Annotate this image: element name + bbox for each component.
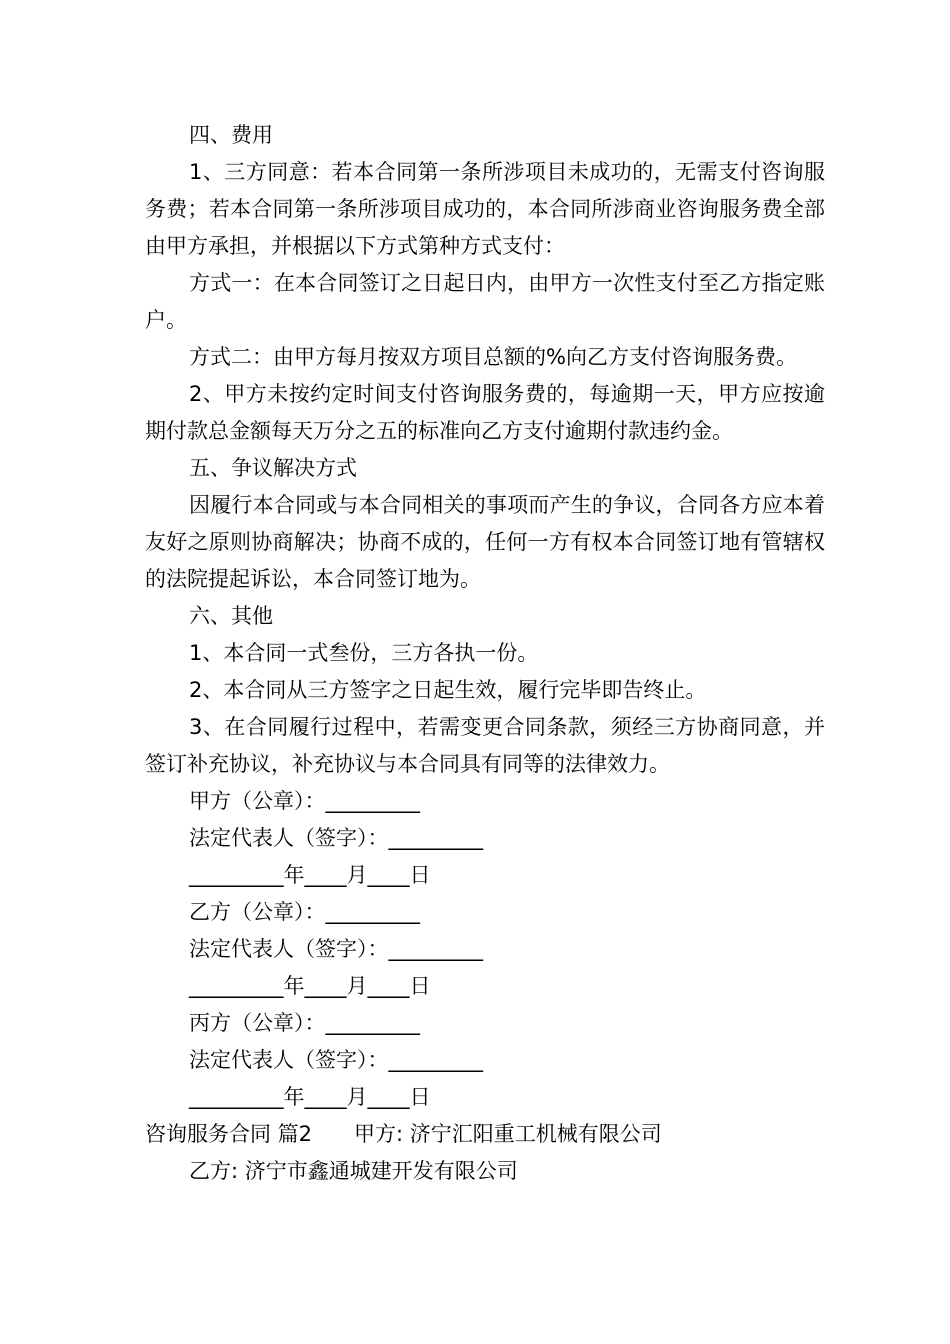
signature-party-b-date: _________年____月____日 — [189, 974, 431, 998]
signature-party-a-date: _________年____月____日 — [189, 863, 431, 887]
signature-party-c-rep: 法定代表人（签字）：_________ — [189, 1048, 483, 1072]
signature-party-b-rep: 法定代表人（签字）：_________ — [189, 937, 483, 961]
signature-party-b-seal: 乙方（公章）：_________ — [189, 900, 420, 924]
signature-party-c-date: _________年____月____日 — [189, 1085, 431, 1109]
paragraph-late-payment: 2、甲方未按约定时间支付咨询服务费的，每逾期一天，甲方应按逾期付款总金额每天万分之五的标准向乙方支付逾期付款违约金。 — [145, 382, 825, 443]
section-heading-other: 六、其他 — [189, 604, 273, 628]
document-body — [145, 117, 825, 1190]
paragraph-amendment: 3、在合同履行过程中，若需变更合同条款，须经三方协商同意，并签订补充协议，补充协议与本合同具有同等的法律效力。 — [145, 715, 825, 776]
paragraph-dispute-resolution: 因履行本合同或与本合同相关的事项而产生的争议，合同各方应本着友好之原则协商解决；协商不成的，任何一方有权本合同签订地有管辖权的法院提起诉讼，本合同签订地为。 — [145, 493, 825, 591]
paragraph-fee-agreement: 1、三方同意：若本合同第一条所涉项目未成功的，无需支付咨询服务费；若本合同第一条所涉项目成功的，本合同所涉商业咨询服务费全部由甲方承担，并根据以下方式第种方式支付： — [145, 160, 825, 258]
signature-party-c-seal: 丙方（公章）：_________ — [189, 1011, 420, 1035]
signature-party-a-seal: 甲方（公章）：_________ — [189, 789, 420, 813]
contract-2-party-b: 乙方: 济宁市鑫通城建开发有限公司 — [189, 1159, 518, 1183]
contract-2-heading: 咨询服务合同 篇2 甲方: 济宁汇阳重工机械有限公司 — [145, 1122, 662, 1146]
section-heading-dispute: 五、争议解决方式 — [189, 456, 357, 480]
paragraph-copies: 1、本合同一式叁份，三方各执一份。 — [189, 641, 539, 665]
section-heading-fees: 四、费用 — [189, 123, 273, 147]
signature-party-a-rep: 法定代表人（签字）：_________ — [189, 826, 483, 850]
paragraph-payment-method-1: 方式一：在本合同签订之日起日内，由甲方一次性支付至乙方指定账户。 — [145, 271, 825, 332]
paragraph-payment-method-2: 方式二：由甲方每月按双方项目总额的%向乙方支付咨询服务费。 — [189, 345, 797, 369]
paragraph-effective: 2、本合同从三方签字之日起生效，履行完毕即告终止。 — [189, 678, 707, 702]
